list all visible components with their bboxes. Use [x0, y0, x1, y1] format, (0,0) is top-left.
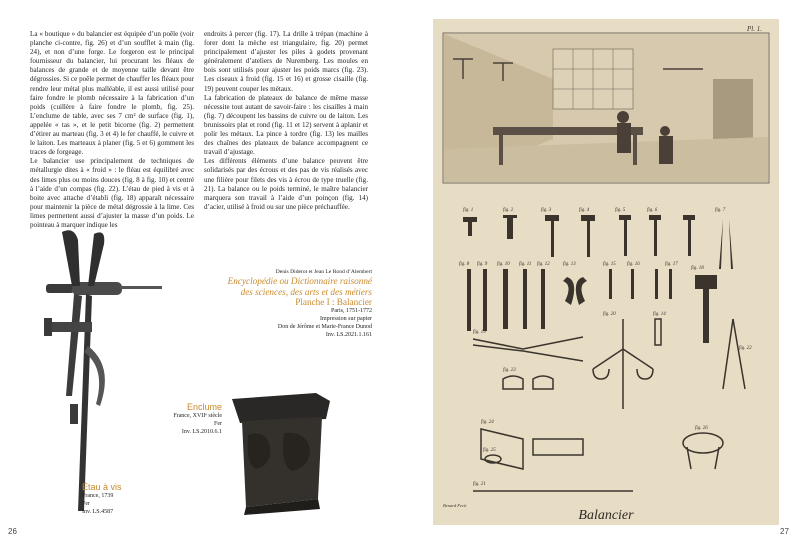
fig-label: fig. 18	[691, 266, 704, 271]
caption-line: Don de Jérôme et Marie-France Dunod	[277, 323, 372, 330]
fig-label: fig. 8	[459, 262, 470, 267]
caption-title: Étau à vis	[82, 482, 122, 492]
fig-label: fig. 11	[519, 262, 532, 267]
fig-label: fig. 19	[473, 330, 486, 335]
fig-label: fig. 9	[477, 262, 488, 267]
fig-label: fig. 23	[503, 368, 516, 373]
caption-author: Denis Diderot et Jean Le Rond d’Alembert	[275, 269, 372, 275]
paragraph: La fabrication de plateaux de balance de même masse nécessite tout autant de savoir-faire : les cisailles à main (fig. 7) découpent les bassins de cuivre ou de laiton. Les brunissoirs plat et rond (fig. 11 et 12) servent à aplanir et polir les métaux. La pince à tordre (fig. 13) les mailles des chaînes des plateaux de balance accompagnent ce travail d’ajustage.	[204, 93, 368, 157]
fig-label: fig. 14	[653, 312, 666, 317]
caption-line: Fer	[214, 420, 222, 427]
plate-caption-title: Balancier	[578, 508, 634, 523]
fig-label: fig. 26	[695, 426, 708, 431]
caption-title: Encyclopédie ou Dictionnaire raisonné des sciences, des arts et des métiers	[227, 276, 372, 297]
fig-label: fig. 5	[615, 208, 626, 213]
fig-label: fig. 17	[665, 262, 678, 267]
fig-label: fig. 7	[715, 208, 726, 213]
fig-label: fig. 13	[563, 262, 576, 267]
fig-label: fig. 25	[483, 448, 496, 453]
fig-label: fig. 3	[541, 208, 552, 213]
fig-label: fig. 10	[497, 262, 510, 267]
caption-line: Impression sur papier	[320, 315, 372, 322]
caption-line: Paris, 1751-1772	[331, 308, 372, 315]
plate-number: Pl. 1.	[747, 25, 762, 33]
vise-image	[44, 226, 162, 516]
anvil-image	[226, 391, 332, 515]
text-column-left	[30, 30, 194, 230]
paragraph: La « boutique » du balancier est équipée d’un poêle (voir planche ci-contre, fig. 26) et d’un soufflet à main (fig. 24), et non d’une forge. Le forgeron est le principal fournisseur du balancier, lui procurant les fléaux de balances de grande et de moyenne taille devant être dégrossies. Si ce poêle permet de chauffer les fléaux pour rendre leur métal plus malléable, il est aussi utilisé pour faire fondre le plomb nécessaire à la fabrication d’un poids (cuillère à faire fondre le plomb, fig. 25). L’enclume de table, avec ses 7 cm² de surface (fig. 1), appelée « tas », et le petit bicorne (fig. 2) permettent d’étirer au marteau (fig. 3 et 4) le fer chauffé, le cuivre et le laiton. Les marteaux à planer (fig. 5 et 6) gomment les traces de forgeage.	[30, 30, 194, 157]
engraver-signature: Benard Fecit	[443, 503, 467, 508]
vise-caption	[82, 482, 158, 516]
anvil-drawing	[232, 393, 330, 515]
paragraph: endroits à percer (fig. 17). La drille à trépan (machine à forer dont la mèche est triangulaire, fig. 20) permet principalement d’ajuster les piles à godets provenant généralement d’ateliers de Nuremberg. Les moules en bois sont utilisés pour ajuster les poids marcs (fig. 23). Les ciseaux à froid (fig. 15 et 16) et grosse cisaille (fig. 19) peuvent couper les métaux.	[204, 30, 368, 93]
fig-label: fig. 22	[739, 346, 752, 351]
engraving-plate	[433, 19, 779, 525]
page-number-right: 27	[780, 527, 789, 536]
text-column-right	[204, 30, 368, 212]
caption-line: Fer	[82, 500, 90, 507]
fig-label: fig. 2	[503, 208, 514, 213]
fig-label: fig. 6	[647, 208, 658, 213]
fig-label: fig. 24	[481, 420, 494, 425]
anvil-caption	[170, 402, 222, 436]
caption-line: Inv. LS.2010.6.1	[181, 428, 222, 435]
fig-label: fig. 15	[603, 262, 616, 267]
fig-label: fig. 1	[463, 208, 474, 213]
caption-line: Inv. LS.2021.1.161	[325, 331, 372, 338]
fig-label: fig. 12	[537, 262, 550, 267]
caption-line: France, 1739	[82, 493, 114, 499]
vise-drawing	[44, 230, 162, 511]
paragraph: Les différents éléments d’une balance peuvent être solidarisés par des écrous et des pas de vis réalisés avec une filière pour filets des vis à écrou de type truelle (fig. 21). La balance ou le poids terminé, le maître balancier marquera son travail à l’aide d’un poinçon (fig. 14) d’acier, utilisé à froid ou sur une pièce préchauffée.	[204, 157, 368, 211]
fig-label: fig. 4	[579, 208, 590, 213]
paragraph: Le balancier use principalement de techniques de métallurgie dites à « froid » : le fléau est équilibré avec des limes plus ou moins douces (fig. 8 à fig. 10) et centré à l’aide d’un compas (fig. 22). L’étau de pied à vis et à boite avec attache d’établi (fig. 18) apparaît nécessaire pour maintenir la pièce de métal dégrossie à la lime. Ces limes permettent aussi d’ajuster la masse d’un poids. Le pointeau à marquer indique les	[30, 157, 194, 229]
caption-line: France, XVIIᵉ siècle	[173, 413, 222, 419]
caption-line: Inv. LS.4587	[82, 508, 114, 515]
caption-title: Enclume	[186, 402, 222, 412]
fig-label: fig. 20	[603, 312, 616, 317]
fig-label: fig. 21	[473, 482, 486, 487]
fig-label: fig. 16	[627, 262, 640, 267]
caption-plate: Planche I : Balancier	[295, 297, 372, 308]
page-number-left: 26	[8, 527, 17, 536]
workshop-scene	[444, 34, 768, 182]
plate-caption	[218, 268, 372, 339]
